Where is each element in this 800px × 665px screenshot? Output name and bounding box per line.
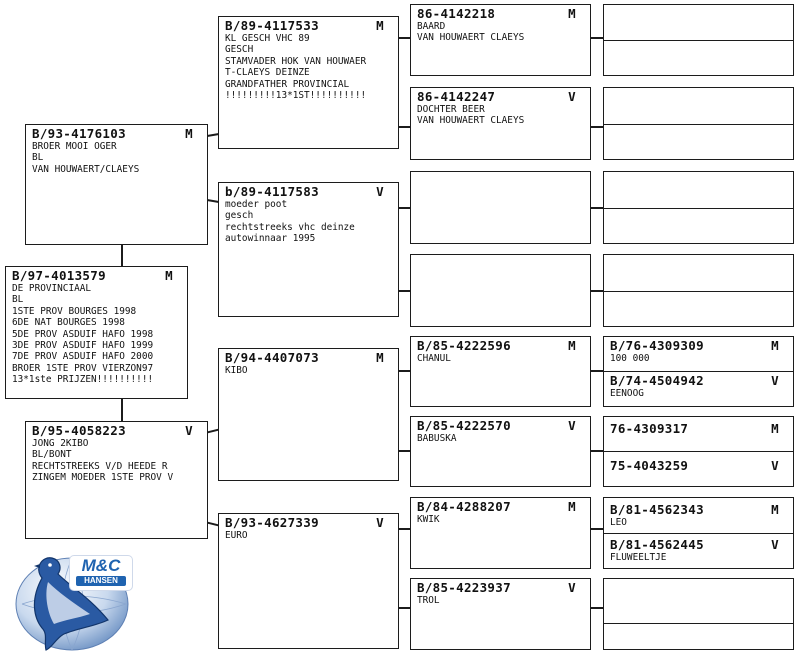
info-line: DOCHTER BEER xyxy=(417,104,485,115)
g5-card xyxy=(603,416,794,487)
ring-number: B/97-4013579 M xyxy=(12,269,181,283)
sex-mark: M xyxy=(771,421,779,436)
info-line: BABUSKA xyxy=(417,433,457,444)
info-line: VAN HOUWAERT/CLAEYS xyxy=(32,163,140,175)
info-line: CHANUL xyxy=(417,353,451,364)
sex-mark: M xyxy=(165,268,173,283)
sire-sire-card xyxy=(218,16,399,149)
connector xyxy=(590,290,604,292)
info-line: RECHTSTREEKS V/D HEEDE R xyxy=(32,460,168,472)
info-line: FLUWEELTJE xyxy=(610,552,667,563)
info-line: 7DE PROV ASDUIF HAFO 2000 xyxy=(12,351,154,363)
connector xyxy=(590,607,604,609)
sex-mark: M xyxy=(771,338,779,353)
g5-card-empty xyxy=(603,4,794,76)
info-line: EURO xyxy=(225,530,248,541)
connector xyxy=(590,450,604,452)
ring-number: B/76-4309309 M xyxy=(610,339,787,353)
sire-card xyxy=(25,124,208,245)
g4-card-empty xyxy=(410,254,591,327)
sex-mark: V xyxy=(568,580,576,595)
sex-mark: V xyxy=(376,184,384,199)
ring-number: B/84-4288207 M xyxy=(417,500,584,514)
sex-mark: V xyxy=(568,89,576,104)
info-line: KL GESCH VHC 89 xyxy=(225,33,310,44)
ring-number: B/95-4058223 V xyxy=(32,424,201,438)
info-line: LEO xyxy=(610,517,627,528)
ring-number: 86-4142218 M xyxy=(417,7,584,21)
g4-card xyxy=(410,416,591,487)
info-line: !!!!!!!!!13*1ST!!!!!!!!!! xyxy=(225,90,367,102)
sex-mark: V xyxy=(771,373,779,388)
info-line: VAN HOUWAERT CLAEYS xyxy=(417,115,525,127)
info-line: VAN HOUWAERT CLAEYS xyxy=(417,32,525,44)
logo-brand: M&C xyxy=(81,556,121,575)
ring-number: B/85-4222596 M xyxy=(417,339,584,353)
sex-mark: M xyxy=(771,502,779,517)
ring-number: B/81-4562343 M xyxy=(610,503,787,517)
info-line: 5DE PROV ASDUIF HAFO 1998 xyxy=(12,328,154,340)
info-line: ZINGEM MOEDER 1STE PROV V xyxy=(32,472,174,484)
info-line: JONG 2KIBO xyxy=(32,438,89,449)
ring-number: B/85-4223937 V xyxy=(417,581,584,595)
connector xyxy=(590,528,604,530)
sex-mark: V xyxy=(771,458,779,473)
g5-card xyxy=(603,497,794,569)
info-line: 1STE PROV BOURGES 1998 xyxy=(12,305,137,317)
g4-card xyxy=(410,4,591,76)
sex-mark: V xyxy=(185,423,193,438)
connector xyxy=(590,370,604,372)
connector xyxy=(590,207,604,209)
ring-number: B/89-4117533 M xyxy=(225,19,392,33)
g4-card xyxy=(410,87,591,160)
info-line: EENOOG xyxy=(610,388,644,399)
ring-number: 76-4309317 M xyxy=(610,422,787,436)
info-line: T-CLAEYS DEINZE xyxy=(225,67,310,79)
ring-number: B/81-4562445 V xyxy=(610,538,787,552)
info-line: BROER MOOI OGER xyxy=(32,141,117,152)
sex-mark: V xyxy=(568,418,576,433)
sex-mark: M xyxy=(185,126,193,141)
info-line: BL xyxy=(12,294,24,306)
connector xyxy=(590,126,604,128)
sex-mark: M xyxy=(568,338,576,353)
info-line: BROER 1STE PROV VIERZON97 xyxy=(12,362,154,374)
sex-mark: M xyxy=(568,499,576,514)
info-line: BL xyxy=(32,152,44,164)
ring-number: 86-4142247 V xyxy=(417,90,584,104)
ring-number: B/93-4627339 V xyxy=(225,516,392,530)
ring-number: B/94-4407073 M xyxy=(225,351,392,365)
ring-number: 75-4043259 V xyxy=(610,459,787,473)
g5-card xyxy=(603,336,794,407)
sex-mark: M xyxy=(376,18,384,33)
info-line: DE PROVINCIAAL xyxy=(12,283,92,294)
dam-card xyxy=(25,421,208,539)
logo-sub: HANSEN xyxy=(76,576,126,586)
info-line: KIBO xyxy=(225,365,248,376)
g5-card-empty xyxy=(603,578,794,650)
info-line: moeder poot xyxy=(225,199,288,210)
info-line: GRANDFATHER PROVINCIAL xyxy=(225,78,350,90)
info-line: STAMVADER HOK VAN HOUWAER xyxy=(225,55,367,67)
info-line: GESCH xyxy=(225,44,254,56)
sex-mark: M xyxy=(376,350,384,365)
info-line: autowinnaar 1995 xyxy=(225,233,316,245)
g5-card-empty xyxy=(603,254,794,327)
info-line: gesch xyxy=(225,210,254,222)
info-line: rechtstreeks vhc deinze xyxy=(225,221,355,233)
ring-number: B/74-4504942 V xyxy=(610,374,787,388)
ring-number: b/89-4117583 V xyxy=(225,185,392,199)
info-line: 13*1ste PRIJZEN!!!!!!!!!! xyxy=(12,374,154,386)
connector xyxy=(121,244,123,267)
sex-mark: V xyxy=(376,515,384,530)
ring-number: B/85-4222570 V xyxy=(417,419,584,433)
info-line: 100 000 xyxy=(610,353,650,364)
g5-card-empty xyxy=(603,87,794,160)
subject-card xyxy=(5,266,188,399)
g4-card xyxy=(410,497,591,569)
g5-card-empty xyxy=(603,171,794,244)
connector xyxy=(590,37,604,39)
info-line: BAARD xyxy=(417,21,446,32)
logo-badge xyxy=(70,556,132,590)
sire-dam-card xyxy=(218,182,399,317)
info-line: BL/BONT xyxy=(32,449,72,461)
dam-dam-card xyxy=(218,513,399,649)
dam-sire-card xyxy=(218,348,399,481)
info-line: TROL xyxy=(417,595,440,606)
info-line: 6DE NAT BOURGES 1998 xyxy=(12,317,125,329)
info-line: 3DE PROV ASDUIF HAFO 1999 xyxy=(12,340,154,352)
ring-number: B/93-4176103 M xyxy=(32,127,201,141)
connector xyxy=(121,398,123,422)
sex-mark: V xyxy=(771,537,779,552)
g4-card xyxy=(410,578,591,650)
g4-card-empty xyxy=(410,171,591,244)
mc-hansen-logo xyxy=(12,538,144,656)
sex-mark: M xyxy=(568,6,576,21)
g4-card xyxy=(410,336,591,407)
info-line: KWIK xyxy=(417,514,440,525)
